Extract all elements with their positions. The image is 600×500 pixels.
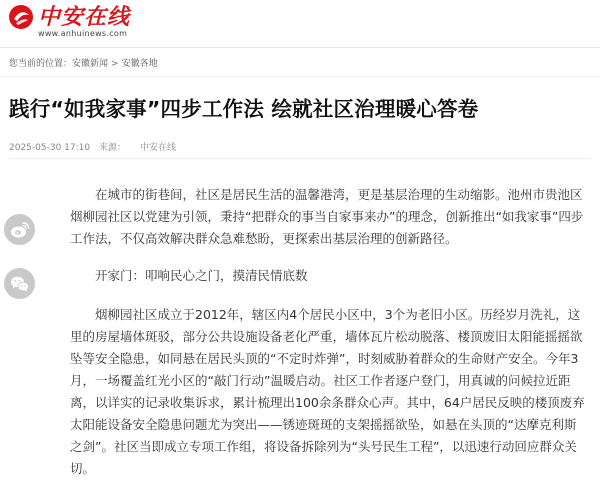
share-weibo-button[interactable] <box>4 214 35 245</box>
site-url: www.anhuinews.com <box>38 29 128 38</box>
breadcrumb <box>9 56 158 69</box>
article-title: 践行“如我家事”四步工作法 绘就社区治理暖心答卷 <box>9 97 479 121</box>
logo-emblem-icon <box>8 4 34 30</box>
article-body <box>70 184 585 495</box>
site-logo[interactable] <box>8 4 130 30</box>
article-meta <box>9 140 182 153</box>
logo-text: 中安在线 <box>38 4 131 30</box>
site-header <box>0 0 600 50</box>
header-divider <box>0 47 600 48</box>
source-label: 来源： <box>98 143 126 153</box>
article-paragraph-intro: 在城市的街巷间，社区是居民生活的温馨港湾，更是基层治理的生动缩影。池州市贵池区烟柳园社区以党建为引领，秉持“把群众的事当自家事来办”的理念，创新推出“如我家事”四步工作法，不仅高效解决群众急难愁盼，更探索出基层治理的创新路径。 <box>70 187 584 246</box>
breadcrumb-divider <box>0 76 600 77</box>
breadcrumb-separator: > <box>111 59 119 69</box>
weibo-icon <box>10 221 30 239</box>
share-wechat-button[interactable] <box>4 268 35 299</box>
meta-divider <box>9 158 591 159</box>
article-subheading: 开家门：叩响民心之门，摸清民情底数 <box>95 268 308 283</box>
article-paragraph-main: 烟柳园社区成立于2012年，辖区内4个居民小区中，3个为老旧小区。历经岁月洗礼，这里的房屋墙体斑驳，部分公共设施设备老化严重，墙体瓦片松动脱落、楼顶废旧太阳能摇摇欲坠等安全隐患，如同悬在居民头顶的“不定时炸弹”，时刻威胁着群众的生命财产安全。今年3月，一场覆盖红光小区的“敲门行动”温暖启动。社区工作者逐户登门，用真诚的问候拉近距离，以详实的记录收集诉求，累计梳理出100余条群众心声。其中，64户居民反映的楼顶废弃太阳能设备安全隐患问题尤为突出——锈迹斑斑的支架摇摇欲坠，如悬在头顶的“达摩克利斯之剑”。社区当即成立专项工作组，将设备拆除列为“头号民生工程”，以迅速行动回应群众关切。 <box>70 307 585 476</box>
publish-date: 2025-05-30 17:10 <box>9 143 91 153</box>
breadcrumb-link-anhui-news[interactable]: 安徽新闻 <box>72 59 109 69</box>
source-name: 中安在线 <box>140 143 177 153</box>
wechat-icon <box>10 275 30 293</box>
breadcrumb-label: 您当前的位置： <box>9 59 73 69</box>
breadcrumb-link-anhui-local[interactable]: 安徽各地 <box>121 59 158 69</box>
